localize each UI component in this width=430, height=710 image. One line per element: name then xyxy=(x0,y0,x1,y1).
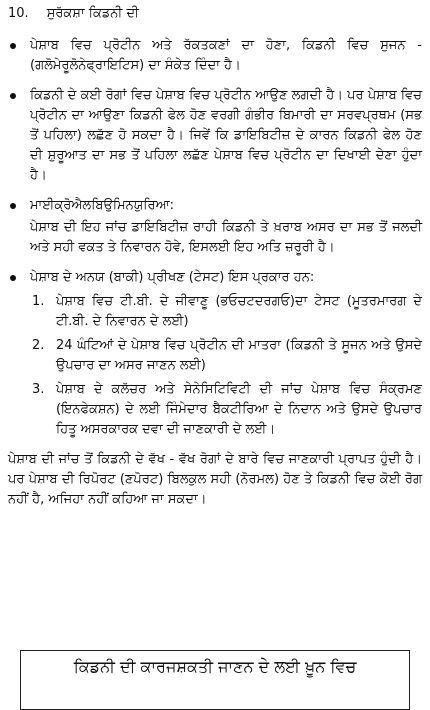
bullet-icon xyxy=(10,275,16,281)
numbered-item xyxy=(30,336,422,376)
numbered-text: ਪੇਸ਼ਾਬ ਵਿਚ ਟੀ.ਬੀ. ਦੇ ਜੀਵਾਣੂ (ਭਓਚਟਦਰਗਓ)ਦਾ ਟੇਸਟ (ਮੂਤਰਮਾਰਗ ਦੇ ਟੀ.ਬੀ. ਦੇ ਨਿਵਾਰਨ ਦੇ ਲਈ) xyxy=(56,294,422,329)
bullet-icon xyxy=(10,203,16,209)
bullet-item-microalbuminuria xyxy=(8,196,422,258)
bullet-icon xyxy=(10,93,16,99)
numbered-item xyxy=(30,380,422,440)
boxed-note-text: ਕਿਡਨੀ ਦੀ ਕਾਰਜਸ਼ਕਤੀ ਜਾਣਨ ਦੇ ਲਈ ਖ਼ੂਨ ਵਿਚ xyxy=(73,657,357,676)
closing-paragraph: ਪੇਸ਼ਾਬ ਦੀ ਜਾਂਚ ਤੋਂ ਕਿਡਨੀ ਦੇ ਵੱਖ - ਵੱਖ ਰੋਗਾਂ ਦੇ ਬਾਰੇ ਵਿਚ ਜਾਣਕਾਰੀ ਪ੍ਰਾਪਤ ਹੁੰਦੀ ਹੈ। ਪਰ ਪੇਸ਼ਾਬ ਦੀ ਰਿਪੋਰਟ (ਣਪੋਰਟ) ਬਿਲਕੁਲ ਸਹੀ (ਨੋਰਮਲ) ਹੋਣ ਤੇ ਕਿਡਨੀ ਵਿਚ ਕੋਈ ਰੋਗ ਨਹੀਂ ਹੈ, ਅਜਿਹਾ ਨਹੀਂ ਕਹਿਆ ਜਾ ਸਕਦਾ। xyxy=(8,452,422,507)
numbered-text: 24 ਘੰਟਿਆਂ ਦੇ ਪੇਸ਼ਾਬ ਵਿਚ ਪ੍ਰੋਟੀਨ ਦੀ ਮਾਤਰਾ (ਕਿਡਨੀ ਤੇ ਸੂਜਨ ਅਤੇ ਉਸਦੇ ਉਪਚਾਰ ਦਾ ਅਸਰ ਜਾਣਨ ਲਈ) xyxy=(56,338,422,373)
numbered-text: ਪੇਸ਼ਾਬ ਦੇ ਕਲੱਚਰ ਅਤੇ ਸੇਨੇਸਿਟਿਵਿਟੀ ਦੀ ਜਾਂਚ ਪੇਸ਼ਾਬ ਵਿਚ ਸੰਕ੍ਰਮਣ (ਇਨਫੇਕਸ਼ਨ) ਦੇ ਲਈ ਜਿੰਮੇਦਾਰ ਬੈਕਟੀਰਿਆ ਦੇ ਨਿਦਾਨ ਅਤੇ ਉਸਦੇ ਉਪਚਾਰ ਹਿਤੂ ਅਸਰਕਾਰਕ ਦਵਾ ਦੀ ਜਾਣਕਾਰੀ ਦੇ ਲਈ। xyxy=(56,382,422,437)
section-title: ਸੁਰੱਕਸ਼ਾ ਕਿਡਨੀ ਦੀ xyxy=(46,6,139,21)
bullet-item-protein-kidney-disease xyxy=(8,86,422,186)
boxed-note xyxy=(20,650,410,710)
numbered-item xyxy=(30,292,422,332)
bullet-text: ਮਾਈਕ੍ਰੋਐਲਬਿਉਮਿਨਯੁਰਿਆ: xyxy=(30,198,175,213)
section-number: 10. xyxy=(8,6,29,21)
numbered-marker: 2. xyxy=(32,338,45,353)
numbered-marker: 1. xyxy=(32,294,45,309)
numbered-list xyxy=(30,292,422,440)
numbered-marker: 3. xyxy=(32,382,45,397)
bullet-icon xyxy=(10,43,16,49)
bullet-item-other-tests xyxy=(8,268,422,440)
bullet-text: ਪੇਸ਼ਾਬ ਦੇ ਅਨਯ (ਬਾਕੀ) ਪ੍ਰੀਖਣ (ਟੇਸਟ) ਇਸ ਪ੍ਰਕਾਰ ਹਨ: xyxy=(30,270,315,285)
bullet-subtext: ਪੇਸ਼ਾਬ ਦੀ ਇਹ ਜਾਂਚ ਡਾਇਬਿਟੀਜ਼ ਰਾਹੀ ਕਿਡਨੀ ਤੇ ਖ਼ਰਾਬ ਅਸਰ ਦਾ ਸਭ ਤੋਂ ਜਲਦੀ ਅਤੇ ਸਹੀ ਵਕਤ ਤੇ ਨਿਵਾਰਨ ਹੋਵੇ, ਇਸਲਈ ਇਹ ਅਤਿ ਜ਼ਰੂਰੀ ਹੈ। xyxy=(30,220,422,255)
bullet-list xyxy=(8,36,422,440)
bullet-text: ਪੇਸ਼ਾਬ ਵਿਚ ਪ੍ਰੋਟੀਨ ਅਤੇ ਰੱਕਤਕਣਾਂ ਦਾ ਹੋਣਾ, ਕਿਡਨੀ ਵਿਚ ਸੁਜਨ - (ਗਲੋਮੇਰੂਲੋਨੇਫ੍ਰਾਇਟਿਸ) ਦਾ ਸੰਕੇਤ ਦਿੰਦਾ ਹੈ। xyxy=(30,38,422,73)
section-heading xyxy=(8,4,422,24)
bullet-text: ਕਿਡਨੀ ਦੇ ਕਈ ਰੋਗਾਂ ਵਿਚ ਪੇਸ਼ਾਬ ਵਿਚ ਪ੍ਰੋਟੀਨ ਆਉਣ ਲਗਦੀ ਹੈ। ਪਰ ਪੇਸ਼ਾਬ ਵਿਚ ਪ੍ਰੋਟੀਨ ਦਾ ਆਉਣਾ ਕਿਡਨੀ ਫੇਲ ਹੋਣ ਵਰਗੀ ਗੰਭੀਰ ਬਿਮਾਰੀ ਦਾ ਸਰਵਪ੍ਰਥਮ (ਸਭ ਤੋਂ ਪਹਿਲਾ) ਲਛੱਣ ਹੋ ਸਕਦਾ ਹੈ। ਜਿਵੇਂ ਕਿ ਡਾਇਬਿਟੀਜ਼ ਦੇ ਕਾਰਨ ਕਿਡਨੀ ਫੇਲ ਹੋਣ ਦੀ ਸ਼ੁਰੂਆਤ ਦਾ ਸਭ ਤੋਂ ਪਹਿਲਾ ਲਛੱਣ ਪੇਸ਼ਾਬ ਵਿਚ ਪ੍ਰੋਟੀਨ ਦਾ ਦਿਖਾਈ ਦੇਣਾ ਹੁੰਦਾ ਹੈ। xyxy=(30,88,422,183)
bullet-item-protein-rbc xyxy=(8,36,422,76)
